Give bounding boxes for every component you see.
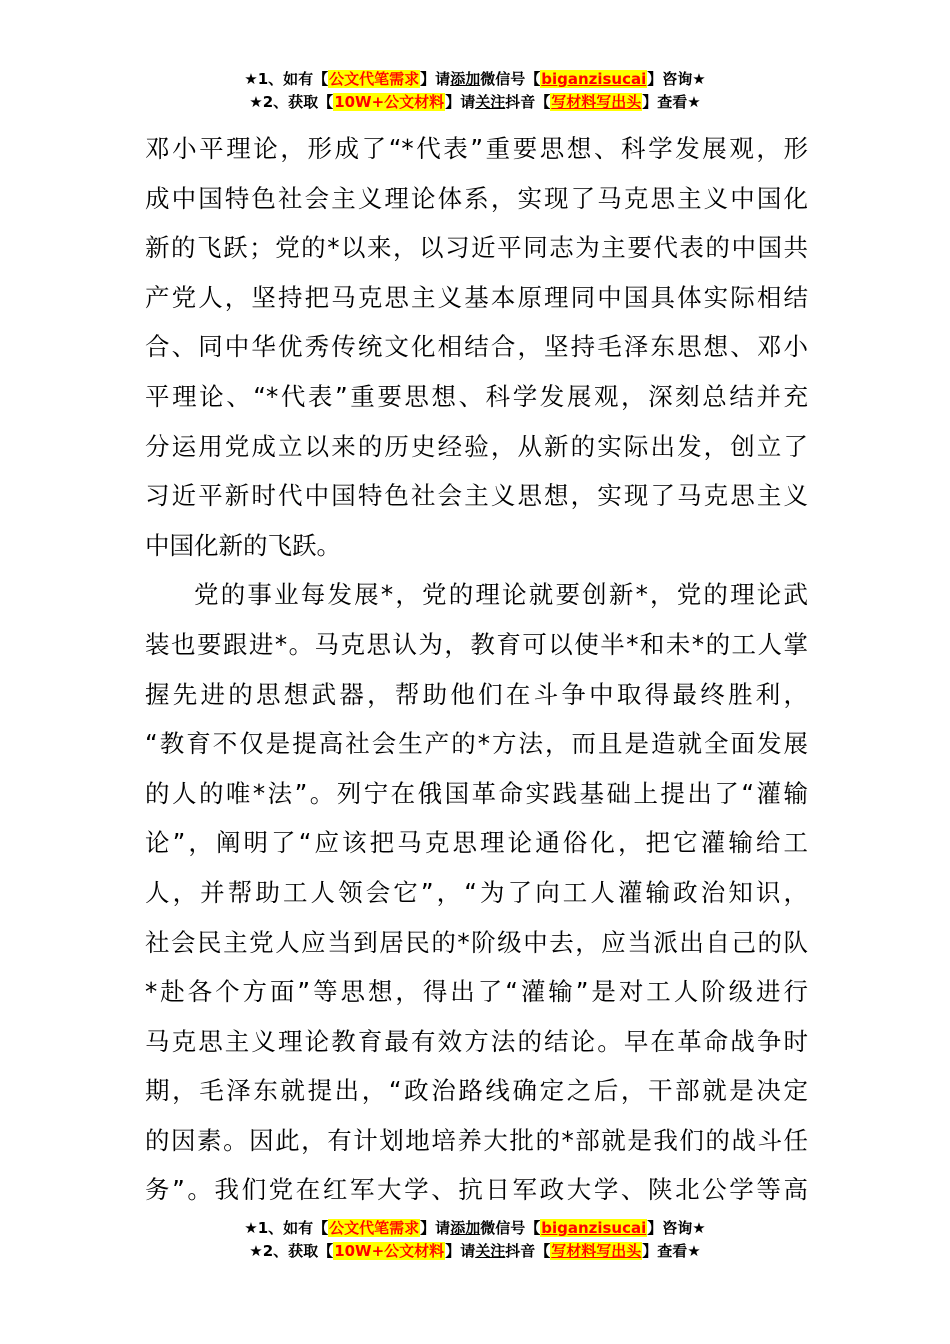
- banner-text: 抖音【: [505, 93, 551, 111]
- text-line: 装也要跟进*。马克思认为，教育可以使半*和未*的工人掌: [145, 629, 808, 659]
- text-line: *赴各个方面”等思想，得出了“灌输”是对工人阶级进行: [145, 977, 808, 1007]
- banner-line-2: [0, 91, 950, 114]
- text-line: 平理论、“*代表”重要思想、科学发展观，深刻总结并充: [145, 381, 808, 411]
- banner-text: 】查看★: [642, 1242, 701, 1260]
- banner-highlight: biganzisucai: [541, 1219, 647, 1237]
- banner-line-1: [0, 68, 950, 91]
- banner-text: 微信号【: [480, 70, 541, 88]
- banner-line-1: [0, 1217, 950, 1240]
- banner-underlined-text: 添加: [450, 70, 481, 88]
- banner-text: 抖音【: [505, 1242, 551, 1260]
- banner-text: 】请: [420, 1219, 451, 1237]
- text-line: 合、同中华优秀传统文化相结合，坚持毛泽东思想、邓小: [145, 332, 808, 362]
- banner-highlight: 写材料写出头: [551, 1242, 642, 1260]
- banner-highlight: 10W+公文材料: [334, 93, 445, 111]
- banner-text: 微信号【: [480, 1219, 541, 1237]
- banner-text: ★1、如有【: [244, 1219, 329, 1237]
- banner-text: 】咨询★: [647, 1219, 706, 1237]
- banner-text: 】请: [445, 1242, 476, 1260]
- banner-text: 】请: [445, 93, 476, 111]
- text-line: 握先进的思想武器，帮助他们在斗争中取得最终胜利，: [145, 679, 808, 709]
- text-line: 期，毛泽东就提出，“政治路线确定之后，干部就是决定: [145, 1076, 808, 1106]
- text-line: 人，并帮助工人领会它”，“为了向工人灌输政治知识，: [145, 877, 808, 907]
- banner-underlined-text: 关注: [475, 1242, 506, 1260]
- text-line: 的因素。因此，有计划地培养大批的*部就是我们的战斗任: [145, 1125, 808, 1155]
- text-line: 产党人，坚持把马克思主义基本原理同中国具体实际相结: [145, 282, 808, 312]
- banner-highlight: 写材料写出头: [551, 93, 642, 111]
- text-line: 务”。我们党在红军大学、抗日军政大学、陕北公学等高: [145, 1175, 808, 1205]
- text-line: 邓小平理论，形成了“*代表”重要思想、科学发展观，形: [145, 134, 808, 163]
- banner-highlight: 公文代笔需求: [329, 70, 420, 88]
- banner-text: 】咨询★: [647, 70, 706, 88]
- text-line: 新的飞跃；党的*以来，以习近平同志为主要代表的中国共: [145, 233, 808, 263]
- banner-underlined-text: 关注: [475, 93, 506, 111]
- banner-text: ★1、如有【: [244, 70, 329, 88]
- text-line: 马克思主义理论教育最有效方法的结论。早在革命战争时: [145, 1026, 808, 1056]
- text-line: 论”，阐明了“应该把马克思理论通俗化，把它灌输给工: [145, 828, 808, 858]
- banner-highlight: 10W+公文材料: [334, 1242, 445, 1260]
- banner-text: 】请: [420, 70, 451, 88]
- text-line: 习近平新时代中国特色社会主义思想，实现了马克思主义: [145, 481, 808, 511]
- text-line: 中国化新的飞跃。: [145, 530, 341, 560]
- banner-underlined-text: 添加: [450, 1219, 481, 1237]
- banner-text: 】查看★: [642, 93, 701, 111]
- paragraph-first-line: 党的事业每发展*，党的理论就要创新*，党的理论武: [194, 580, 808, 610]
- text-line: 分运用党成立以来的历史经验，从新的实际出发，创立了: [145, 431, 808, 461]
- text-line: 成中国特色社会主义理论体系，实现了马克思主义中国化: [145, 183, 808, 213]
- text-line: 社会民主党人应当到居民的*阶级中去，应当派出自己的队: [145, 927, 808, 957]
- banner-highlight: 公文代笔需求: [329, 1219, 420, 1237]
- banner-text: ★2、获取【: [249, 1242, 334, 1260]
- header-banner: [0, 68, 950, 114]
- banner-highlight: biganzisucai: [541, 70, 647, 88]
- banner-text: ★2、获取【: [249, 93, 334, 111]
- banner-line-2: [0, 1240, 950, 1263]
- text-line: “教育不仅是提高社会生产的*方法，而且是造就全面发展: [145, 729, 808, 759]
- text-line: 的人的唯*法”。列宁在俄国革命实践基础上提出了“灌输: [145, 778, 808, 808]
- document-body: [145, 124, 808, 1215]
- footer-banner: [0, 1217, 950, 1263]
